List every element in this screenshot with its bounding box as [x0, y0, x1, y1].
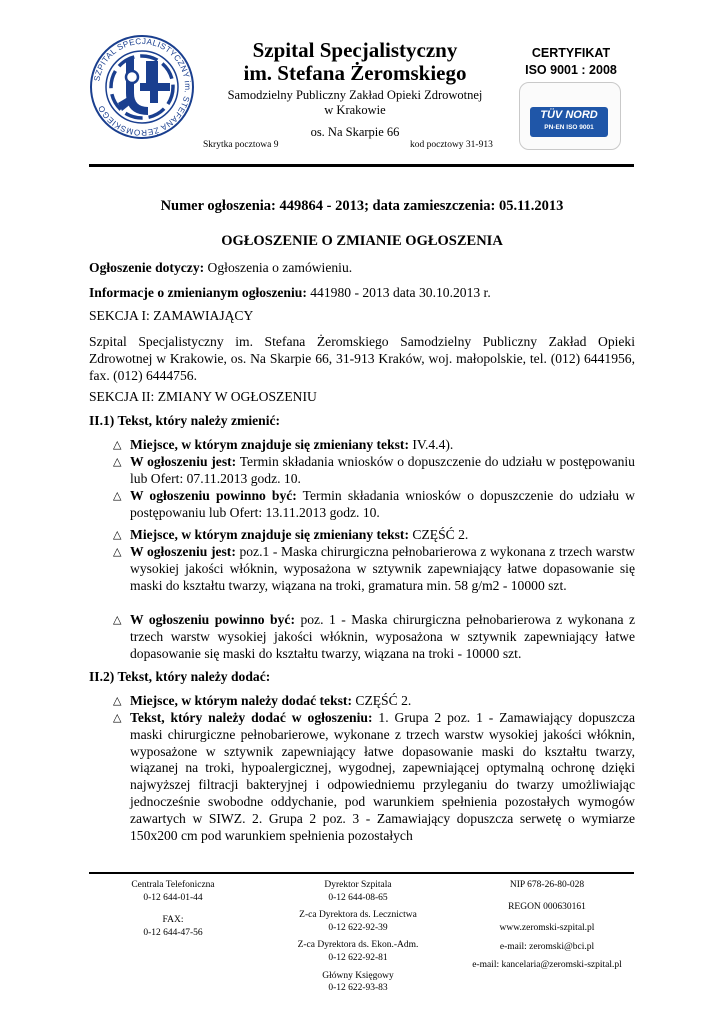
bullet-icon: △	[113, 712, 122, 724]
list-item: △ Tekst, który należy dodać w ogłoszeniu: 1. Grupa 2 poz. 1 - Zamawiający dopuszcza maski chirurgiczne pełnobarierowe, wykonane z trzech warstw wysokiej jakości włóknin, wyposażone w sztywnik zapewniający łatwe dopasowanie maski do kształtu twarzy, wiązanej na troki, hypoalergicznej, wygodnej, zapewniającej optymalną ochronę dzięki najwyższej filtracji bakteryjnej i odpowiedniemu przyleganiu do twarzy umożliwiając jednocześnie swobodne oddychanie, pod warunkiem spełnienia pozostałych wymogów zawartych w SIWZ. 2. Grupa 2 poz. 3 - Zamawiający dopuszcza serwetę o wymiarze 150x200 cm pod warunkiem spełnienia pozostałych	[113, 710, 635, 843]
list-item: △ W ogłoszeniu powinno być: poz. 1 - Maska chirurgiczna pełnobarierowa z wykonana z trzech warstw wysokiej jakości włóknin, wyposażona w sztywnik zapewniający łatwe dopasowanie się maski do kształtu twarzy, wiązana na troki - 10000 szt.	[113, 612, 635, 661]
bullet-icon: △	[113, 695, 122, 707]
header-divider	[89, 164, 634, 167]
list-item: △ W ogłoszeniu jest: Termin składania wniosków o dopuszczenie do udziału w postępowaniu lub Ofert: 07.11.2013 godz. 10.	[113, 454, 635, 486]
footer-director-phone: 0-12 644-08-65	[328, 892, 388, 903]
bullet-icon: △	[113, 529, 122, 541]
hospital-logo	[88, 33, 196, 141]
footer-website-link[interactable]: www.zeromski-szpital.pl	[499, 923, 595, 934]
footer-nip: NIP 678-26-80-028	[509, 880, 585, 890]
footer-email-link[interactable]: e-mail: zeromski@bci.pl	[499, 941, 595, 952]
notice-concerns-label: Ogłoszenie dotyczy:	[89, 260, 205, 275]
bullet-icon: △	[113, 614, 122, 626]
list-item: △ Miejsce, w którym należy dodać tekst: CZĘŚĆ 2.	[113, 693, 412, 708]
hospital-address: os. Na Skarpie 66	[310, 125, 400, 139]
bullet-icon: △	[113, 546, 122, 558]
footer-phone-label: Centrala Telefoniczna	[131, 880, 215, 890]
notice-concerns-value: Ogłoszenia o zamówieniu.	[204, 260, 353, 275]
hospital-name-line1: Szpital Specjalistyczny	[252, 38, 458, 62]
bullet-icon: △	[113, 439, 122, 451]
list-item: △ W ogłoszeniu jest: poz.1 - Maska chirurgiczna pełnobarierowa z wykonana z trzech warstw wysokiej jakości włóknin, wyposażona w sztywnik zapewniający łatwe dopasowanie się maski do kształtu twarzy, wiązana na troki, gramatura min. 58 g/m2 - 10000 szt.	[113, 544, 635, 593]
footer-registry-column	[452, 879, 642, 972]
certificate-badge-frame	[519, 82, 621, 150]
footer-fax-label: FAX:	[162, 915, 184, 926]
certificate-standard: ISO 9001 : 2008	[525, 63, 617, 77]
footer-management-column	[278, 879, 438, 995]
section2-title: SEKCJA II: ZMIANY W OGŁOSZENIU	[89, 389, 317, 404]
notice-changed-info	[89, 285, 635, 302]
footer-accountant-label: Główny Księgowy	[322, 970, 394, 981]
list-item: △ W ogłoszeniu powinno być: Termin składania wniosków o dopuszczenie do udziału w postępowaniu lub Ofert: 13.11.2013 godz. 10.	[113, 488, 635, 520]
section1-title: SEKCJA I: ZAMAWIAJĄCY	[89, 308, 254, 323]
subsection-1-title: II.1) Tekst, który należy zmienić:	[89, 413, 281, 428]
notice-concerns	[89, 260, 635, 277]
notice-changed-label: Informacje o zmienianym ogłoszeniu:	[89, 285, 307, 300]
hospital-postbox: Skrytka pocztowa 9	[203, 140, 279, 150]
footer-regon: REGON 000630161	[508, 901, 586, 912]
certificate-title: CERTYFIKAT	[531, 46, 611, 60]
hospital-postcode: kod pocztowy 31-913	[410, 140, 493, 150]
footer-deputy-econ-label: Z-ca Dyrektora ds. Ekon.-Adm.	[297, 940, 419, 951]
footer-deputy-med-phone: 0-12 622-92-39	[328, 922, 388, 933]
notice-number: Numer ogłoszenia: 449864 - 2013; data zamieszczenia: 05.11.2013	[160, 198, 564, 214]
footer-director-label: Dyrektor Szpitala	[324, 880, 392, 890]
tuv-nord-label: TÜV NORD	[540, 109, 598, 121]
hospital-name-line2: im. Stefana Żeromskiego	[243, 61, 467, 85]
footer-email-link[interactable]: e-mail: kancelaria@zeromski-szpital.pl	[472, 960, 622, 971]
bullet-icon: △	[113, 490, 122, 502]
tuv-nord-standard: PN-EN ISO 9001	[544, 124, 594, 131]
footer-deputy-econ-phone: 0-12 622-92-81	[328, 952, 388, 963]
svg-text:SZPITAL SPECJALISTYCZNY im. ST: SZPITAL SPECJALISTYCZNY im. STEFANA ŻEROMSKIEGO	[92, 36, 193, 138]
bullet-icon: △	[113, 456, 122, 468]
hospital-subtitle-line2: w Krakowie	[324, 103, 386, 117]
subsection-2-title: II.2) Tekst, który należy dodać:	[89, 669, 271, 684]
footer-fax: 0-12 644-47-56	[143, 927, 203, 938]
footer-phone: 0-12 644-01-44	[143, 892, 203, 903]
notice-heading: OGŁOSZENIE O ZMIANIE OGŁOSZENIA	[221, 233, 503, 249]
list-item: △ Miejsce, w którym znajduje się zmieniany tekst: IV.4.4).	[113, 437, 454, 452]
list-item: △ Miejsce, w którym znajduje się zmieniany tekst: CZĘŚĆ 2.	[113, 527, 469, 542]
section1-text: Szpital Specjalistyczny im. Stefana Żeromskiego Samodzielny Publiczny Zakład Opieki Zdrowotnej w Krakowie, os. Na Skarpie 66, 31-913 Kraków, woj. małopolskie, tel. (012) 6441956, fax. (012) 6444756.	[89, 334, 635, 383]
notice-changed-value: 441980 - 2013 data 30.10.2013 r.	[306, 285, 491, 300]
footer-divider	[89, 872, 634, 874]
footer-contact-column	[108, 879, 238, 939]
footer-deputy-med-label: Z-ca Dyrektora ds. Lecznictwa	[299, 910, 417, 921]
footer-accountant-phone: 0-12 622-93-83	[328, 983, 388, 994]
tuv-nord-logo	[530, 107, 608, 137]
hospital-subtitle-line1: Samodzielny Publiczny Zakład Opieki Zdrowotnej	[227, 88, 483, 102]
